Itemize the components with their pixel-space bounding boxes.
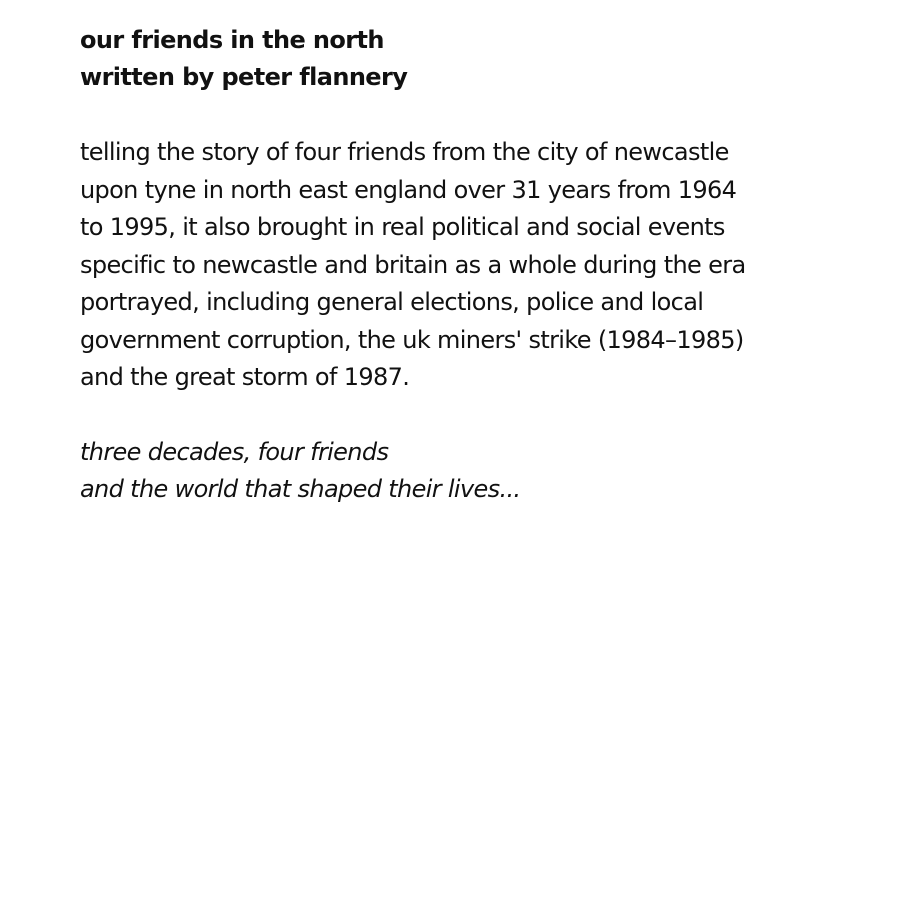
synopsis-line: to 1995, it also brought in real political and social events (80, 213, 725, 241)
synopsis-line: government corruption, the uk miners' strike (1984–1985) (80, 325, 744, 354)
tagline-line: and the world that shaped their lives... (80, 475, 521, 503)
page-title: our friends in the north (80, 26, 384, 54)
synopsis-paragraph (80, 134, 870, 397)
title-block (80, 22, 870, 96)
synopsis-line: and the great storm of 1987. (80, 363, 410, 391)
tagline-line: three decades, four friends (80, 437, 389, 466)
synopsis-line: upon tyne in north east england over 31 years from 1964 (80, 175, 737, 204)
byline: written by peter flannery (80, 63, 408, 91)
synopsis-line: portrayed, including general elections, police and local (80, 288, 704, 316)
tagline (80, 434, 870, 509)
document-page (80, 22, 870, 509)
synopsis-line: telling the story of four friends from the city of newcastle (80, 138, 729, 166)
synopsis-line: specific to newcastle and britain as a whole during the era (80, 250, 746, 279)
